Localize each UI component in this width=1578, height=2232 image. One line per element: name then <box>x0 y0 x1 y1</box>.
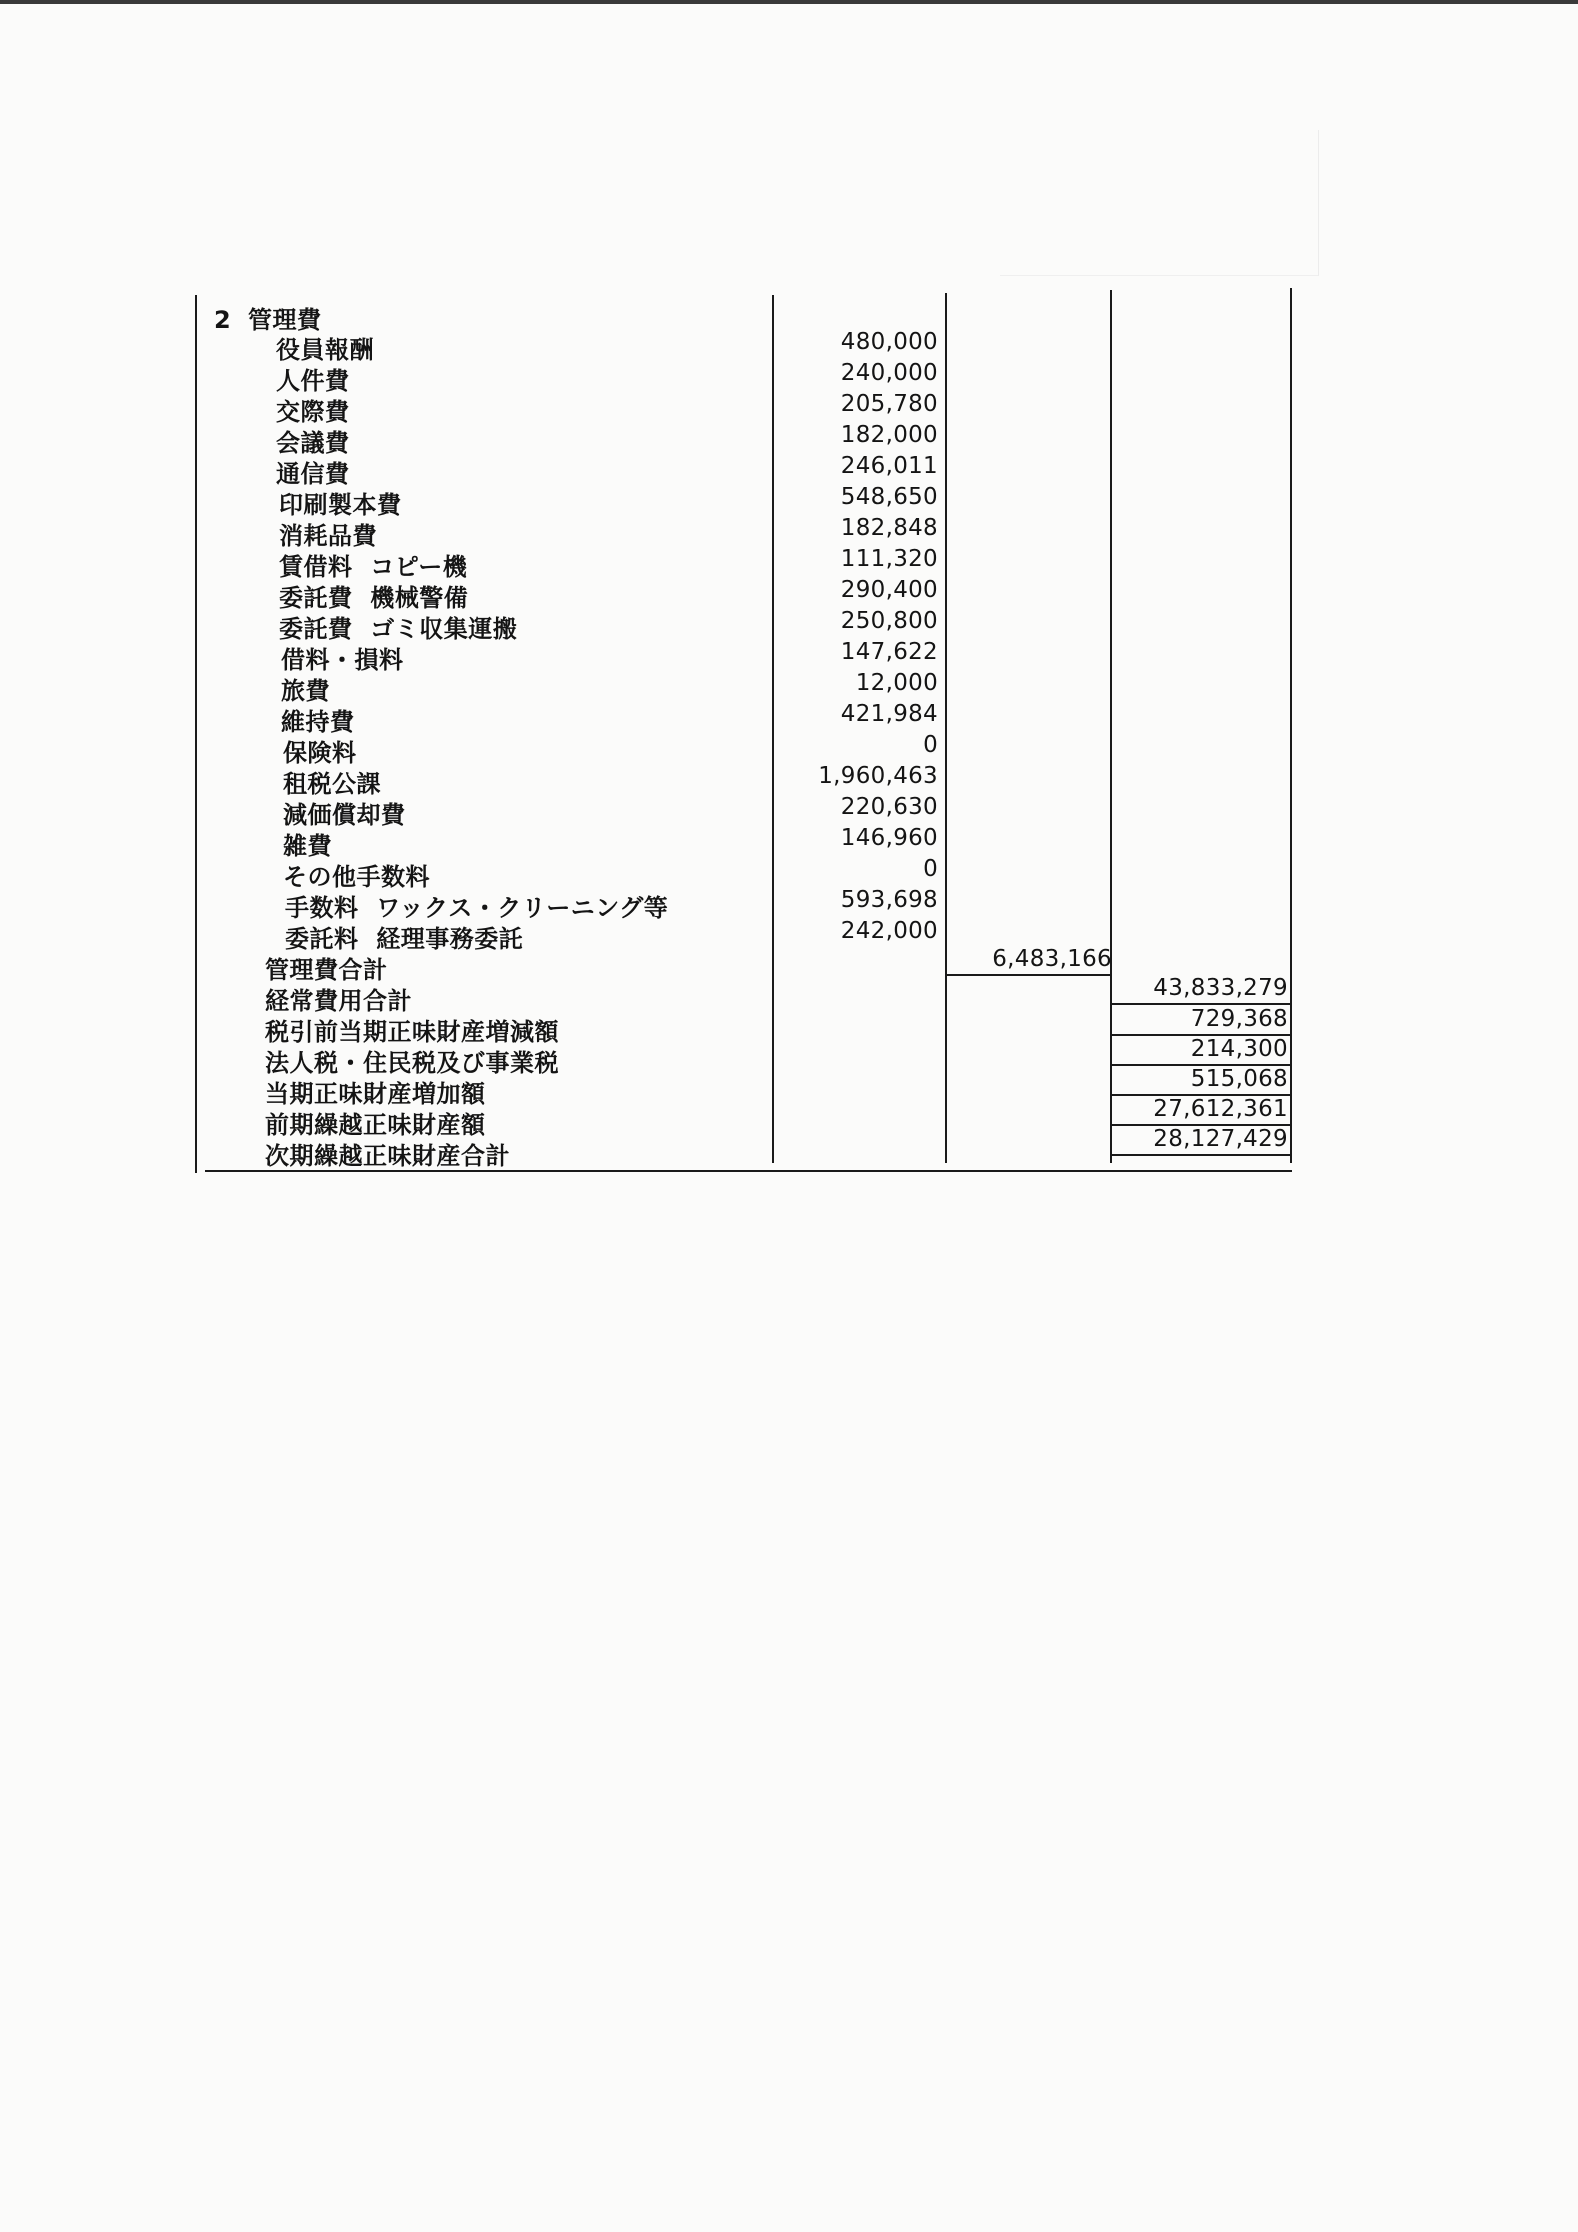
item-label: 委託料 経理事務委託 <box>285 925 524 953</box>
item-label: 役員報酬 <box>276 336 374 364</box>
item-amount: 0 <box>923 732 938 758</box>
item-amount: 220,630 <box>840 794 938 820</box>
total-label: 前期繰越正味財産額 <box>265 1111 486 1139</box>
total-label: 経常費用合計 <box>265 987 412 1015</box>
total-amount: 515,068 <box>1190 1066 1288 1092</box>
total-rule <box>1110 1154 1292 1156</box>
item-amount: 146,960 <box>840 825 938 851</box>
item-amount: 205,780 <box>840 391 938 417</box>
total-amount: 214,300 <box>1190 1036 1288 1062</box>
section-number: 2 <box>214 306 232 334</box>
item-amount: 182,000 <box>840 422 938 448</box>
total-label: 当期正味財産増加額 <box>265 1080 486 1108</box>
total-amount: 729,368 <box>1190 1006 1288 1032</box>
total-amount: 27,612,361 <box>1153 1096 1288 1122</box>
item-amount: 0 <box>923 856 938 882</box>
subtotal-amount: 6,483,166 <box>992 946 1112 972</box>
item-amount: 147,622 <box>840 639 938 665</box>
item-label: 消耗品費 <box>279 522 377 550</box>
item-label: 賃借料 コピー機 <box>279 553 468 581</box>
scan-artifact <box>1000 130 1319 276</box>
item-label: 委託費 ゴミ収集運搬 <box>279 615 518 643</box>
total-label: 税引前当期正味財産増減額 <box>265 1018 559 1046</box>
subtotal-rule <box>945 974 1112 976</box>
item-amount: 593,698 <box>840 887 938 913</box>
item-amount: 548,650 <box>840 484 938 510</box>
table-col3-left-rule <box>1110 290 1112 1163</box>
item-label: 交際費 <box>276 398 350 426</box>
item-label: 雑費 <box>283 832 332 860</box>
total-label: 次期繰越正味財産合計 <box>265 1142 510 1170</box>
item-label: 旅費 <box>281 677 330 705</box>
item-amount: 290,400 <box>840 577 938 603</box>
table-col2-left-rule <box>945 293 947 1163</box>
item-label: 減価償却費 <box>283 801 406 829</box>
item-label: 手数料 ワックス・クリーニング等 <box>285 894 669 922</box>
subtotal-label: 管理費合計 <box>265 956 388 984</box>
item-label: 人件費 <box>276 367 350 395</box>
item-amount: 250,800 <box>840 608 938 634</box>
total-label: 法人税・住民税及び事業税 <box>265 1049 559 1077</box>
table-right-rule <box>1290 288 1292 1163</box>
item-amount: 182,848 <box>840 515 938 541</box>
item-amount: 421,984 <box>840 701 938 727</box>
item-label: 通信費 <box>276 460 350 488</box>
item-label: 印刷製本費 <box>279 491 402 519</box>
table-left-rule <box>195 295 197 1173</box>
item-label: その他手数料 <box>283 863 430 891</box>
item-amount: 246,011 <box>840 453 938 479</box>
total-amount: 43,833,279 <box>1153 975 1288 1001</box>
scan-top-border <box>0 0 1578 4</box>
item-amount: 480,000 <box>840 329 938 355</box>
item-label: 借料・損料 <box>281 646 404 674</box>
item-amount: 111,320 <box>840 546 938 572</box>
item-label: 委託費 機械警備 <box>279 584 469 612</box>
item-label: 租税公課 <box>283 770 381 798</box>
section-title: 管理費 <box>248 306 322 334</box>
item-label: 会議費 <box>276 429 350 457</box>
item-label: 保険料 <box>283 739 357 767</box>
item-amount: 1,960,463 <box>818 763 938 789</box>
item-amount: 12,000 <box>855 670 938 696</box>
item-label: 維持費 <box>281 708 355 736</box>
item-amount: 240,000 <box>840 360 938 386</box>
item-amount: 242,000 <box>840 918 938 944</box>
total-amount: 28,127,429 <box>1153 1126 1288 1152</box>
